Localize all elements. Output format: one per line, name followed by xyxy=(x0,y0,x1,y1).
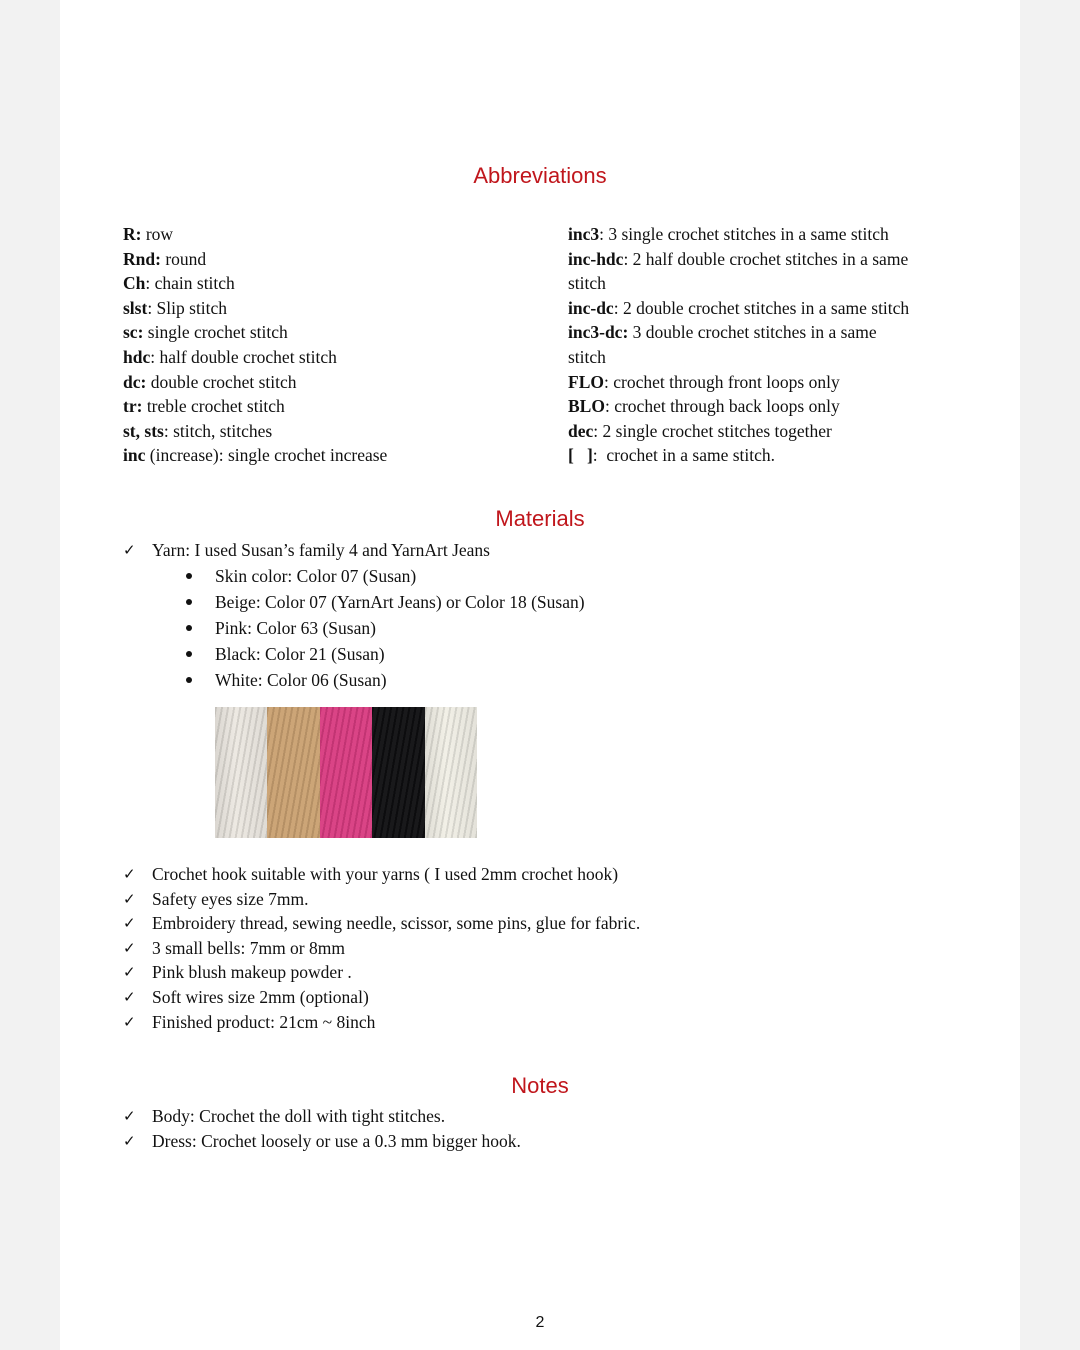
notes-heading: Notes xyxy=(511,1073,569,1098)
abbreviation-entry: FLO: crochet through front loops only xyxy=(568,371,840,392)
yarn-skein-cream xyxy=(425,707,477,838)
abbreviation-entry: [ ]: crochet in a same stitch. xyxy=(568,445,776,466)
abbreviation-entry: BLO: crochet through back loops only xyxy=(568,396,840,417)
abbreviation-entry: R: row xyxy=(123,224,174,244)
yarn-skein-pink xyxy=(320,707,372,838)
checkmark-icon: ✓ xyxy=(123,987,136,1006)
materials-heading: Materials xyxy=(495,506,585,531)
abbreviation-entry: inc (increase): single crochet increase xyxy=(123,445,388,466)
list-item: ✓ Body: Crochet the doll with tight stitches. xyxy=(123,1104,521,1129)
checkmark-icon: ✓ xyxy=(123,1131,136,1150)
abbreviation-entry: sc: single crochet stitch xyxy=(123,322,288,343)
list-item: ✓ Safety eyes size 7mm. xyxy=(123,887,640,912)
checkmark-icon: ✓ xyxy=(123,963,136,982)
materials-yarn-list xyxy=(123,538,490,563)
abbreviation-entry: Rnd: round xyxy=(123,248,207,269)
bullet-icon xyxy=(186,573,192,579)
checkmark-icon: ✓ xyxy=(123,541,136,559)
abbreviation-continuation: stitch xyxy=(568,273,606,294)
abbreviation-continuation: stitch xyxy=(568,346,606,367)
yarn-skein-beige xyxy=(267,707,319,838)
list-item: ✓ Dress: Crochet loosely or use a 0.3 mm bigger hook. xyxy=(123,1129,521,1154)
abbreviation-entry: inc-dc: 2 double crochet stitches in a same stitch xyxy=(568,297,910,318)
yarn-photo xyxy=(215,707,477,838)
yarn-skein-black xyxy=(372,707,424,838)
bullet-icon xyxy=(186,625,192,631)
abbreviations-right-column xyxy=(568,222,909,468)
checkmark-icon: ✓ xyxy=(123,1012,136,1031)
abbreviation-entry: hdc: half double crochet stitch xyxy=(123,346,337,367)
abbreviation-entry: dec: 2 single crochet stitches together xyxy=(568,420,832,441)
checkmark-icon: ✓ xyxy=(123,1107,136,1125)
list-item: Skin color: Color 07 (Susan) xyxy=(186,563,585,589)
bullet-icon xyxy=(186,651,192,657)
list-item: ✓ Soft wires size 2mm (optional) xyxy=(123,985,640,1010)
list-item: ✓ Pink blush makeup powder . xyxy=(123,960,640,985)
checkmark-icon: ✓ xyxy=(123,914,136,933)
abbreviation-entry: tr: treble crochet stitch xyxy=(123,396,285,417)
abbreviation-entry: inc3-dc: 3 double crochet stitches in a same xyxy=(568,322,877,343)
checkmark-icon: ✓ xyxy=(123,865,136,883)
list-item: ✓ Finished product: 21cm ~ 8inch xyxy=(123,1010,640,1035)
list-item: Beige: Color 07 (YarnArt Jeans) or Color 18 (Susan) xyxy=(186,589,585,615)
yarn-skein-white xyxy=(215,707,267,838)
list-item: ✓ 3 small bells: 7mm or 8mm xyxy=(123,936,640,961)
abbreviation-entry: dc: double crochet stitch xyxy=(123,371,297,392)
page-number: 2 xyxy=(535,1314,545,1331)
abbreviation-entry: inc3: 3 single crochet stitches in a same stitch xyxy=(568,224,889,244)
abbreviation-entry: slst: Slip stitch xyxy=(123,297,228,318)
yarn-colors-list xyxy=(186,563,585,693)
abbreviation-entry: Ch: chain stitch xyxy=(123,273,235,294)
list-item: Pink: Color 63 (Susan) xyxy=(186,615,585,641)
list-item: White: Color 06 (Susan) xyxy=(186,667,585,693)
list-item: ✓ Yarn: I used Susan’s family 4 and YarnArt Jeans xyxy=(123,538,490,563)
bullet-icon xyxy=(186,677,192,683)
list-item: Black: Color 21 (Susan) xyxy=(186,641,585,667)
document-page xyxy=(60,0,1020,1350)
checkmark-icon: ✓ xyxy=(123,938,136,957)
abbreviations-left-column xyxy=(123,222,387,468)
bullet-icon xyxy=(186,599,192,605)
list-item: ✓ Crochet hook suitable with your yarns ( I used 2mm crochet hook) xyxy=(123,862,640,887)
list-item: ✓ Embroidery thread, sewing needle, scissor, some pins, glue for fabric. xyxy=(123,911,640,936)
notes-list xyxy=(123,1104,521,1153)
checkmark-icon: ✓ xyxy=(123,889,136,908)
abbreviation-entry: st, sts: stitch, stitches xyxy=(123,420,273,441)
abbreviation-entry: inc-hdc: 2 half double crochet stitches in a same xyxy=(568,248,909,269)
abbreviations-heading: Abbreviations xyxy=(473,163,607,188)
materials-items-list xyxy=(123,862,640,1034)
